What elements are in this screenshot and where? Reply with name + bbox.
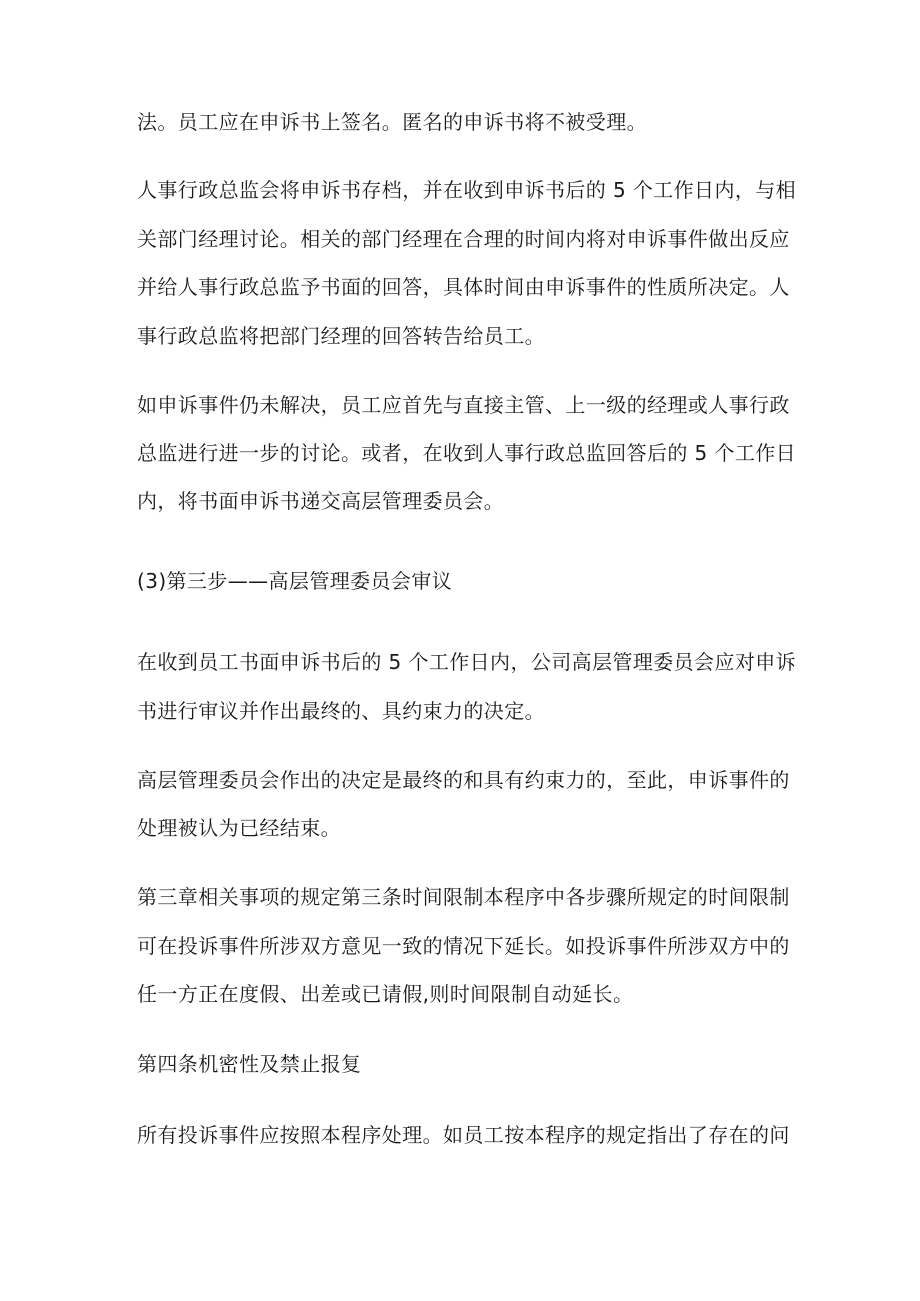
text-line: 关部门经理讨论。相关的部门经理在合理的时间内将对申诉事件做出反应 bbox=[137, 227, 790, 251]
text-line: 第三章相关事项的规定第三条时间限制本程序中各步骤所规定的时间限制 bbox=[137, 885, 790, 909]
text-line: 事行政总监将把部门经理的回答转告给员工。 bbox=[137, 324, 545, 348]
text-line: 总监进行进一步的讨论。或者，在收到人事行政总监回答后的 5 个工作日 bbox=[137, 441, 797, 465]
text-line: 并给人事行政总监予书面的回答，具体时间由申诉事件的性质所决定。人 bbox=[137, 275, 790, 299]
text-line: 处理被认为已经结束。 bbox=[137, 816, 341, 840]
section-heading: 第四条机密性及禁止报复 bbox=[137, 1052, 362, 1076]
text-line: 任一方正在度假、出差或已请假,则时间限制自动延长。 bbox=[137, 982, 634, 1006]
text-line: 可在投诉事件所涉双方意见一致的情况下延长。如投诉事件所涉双方中的 bbox=[137, 934, 790, 958]
text-line: 所有投诉事件应按照本程序处理。如员工按本程序的规定指出了存在的问 bbox=[137, 1123, 790, 1147]
text-line: 法。员工应在申诉书上签名。匿名的申诉书将不被受理。 bbox=[137, 110, 647, 134]
section-heading: (3)第三步——高层管理委员会审议 bbox=[137, 569, 453, 593]
text-line: 在收到员工书面申诉书后的 5 个工作日内，公司高层管理委员会应对申诉 bbox=[137, 650, 797, 674]
text-line: 高层管理委员会作出的决定是最终的和具有约束力的，至此，申诉事件的 bbox=[137, 768, 790, 792]
text-line: 内，将书面申诉书递交高层管理委员会。 bbox=[137, 489, 505, 513]
text-line: 书进行审议并作出最终的、具约束力的决定。 bbox=[137, 699, 545, 723]
text-line: 人事行政总监会将申诉书存档，并在收到申诉书后的 5 个工作日内，与相 bbox=[137, 178, 797, 202]
text-line: 如申诉事件仍未解决，员工应首先与直接主管、上一级的经理或人事行政 bbox=[137, 393, 790, 417]
